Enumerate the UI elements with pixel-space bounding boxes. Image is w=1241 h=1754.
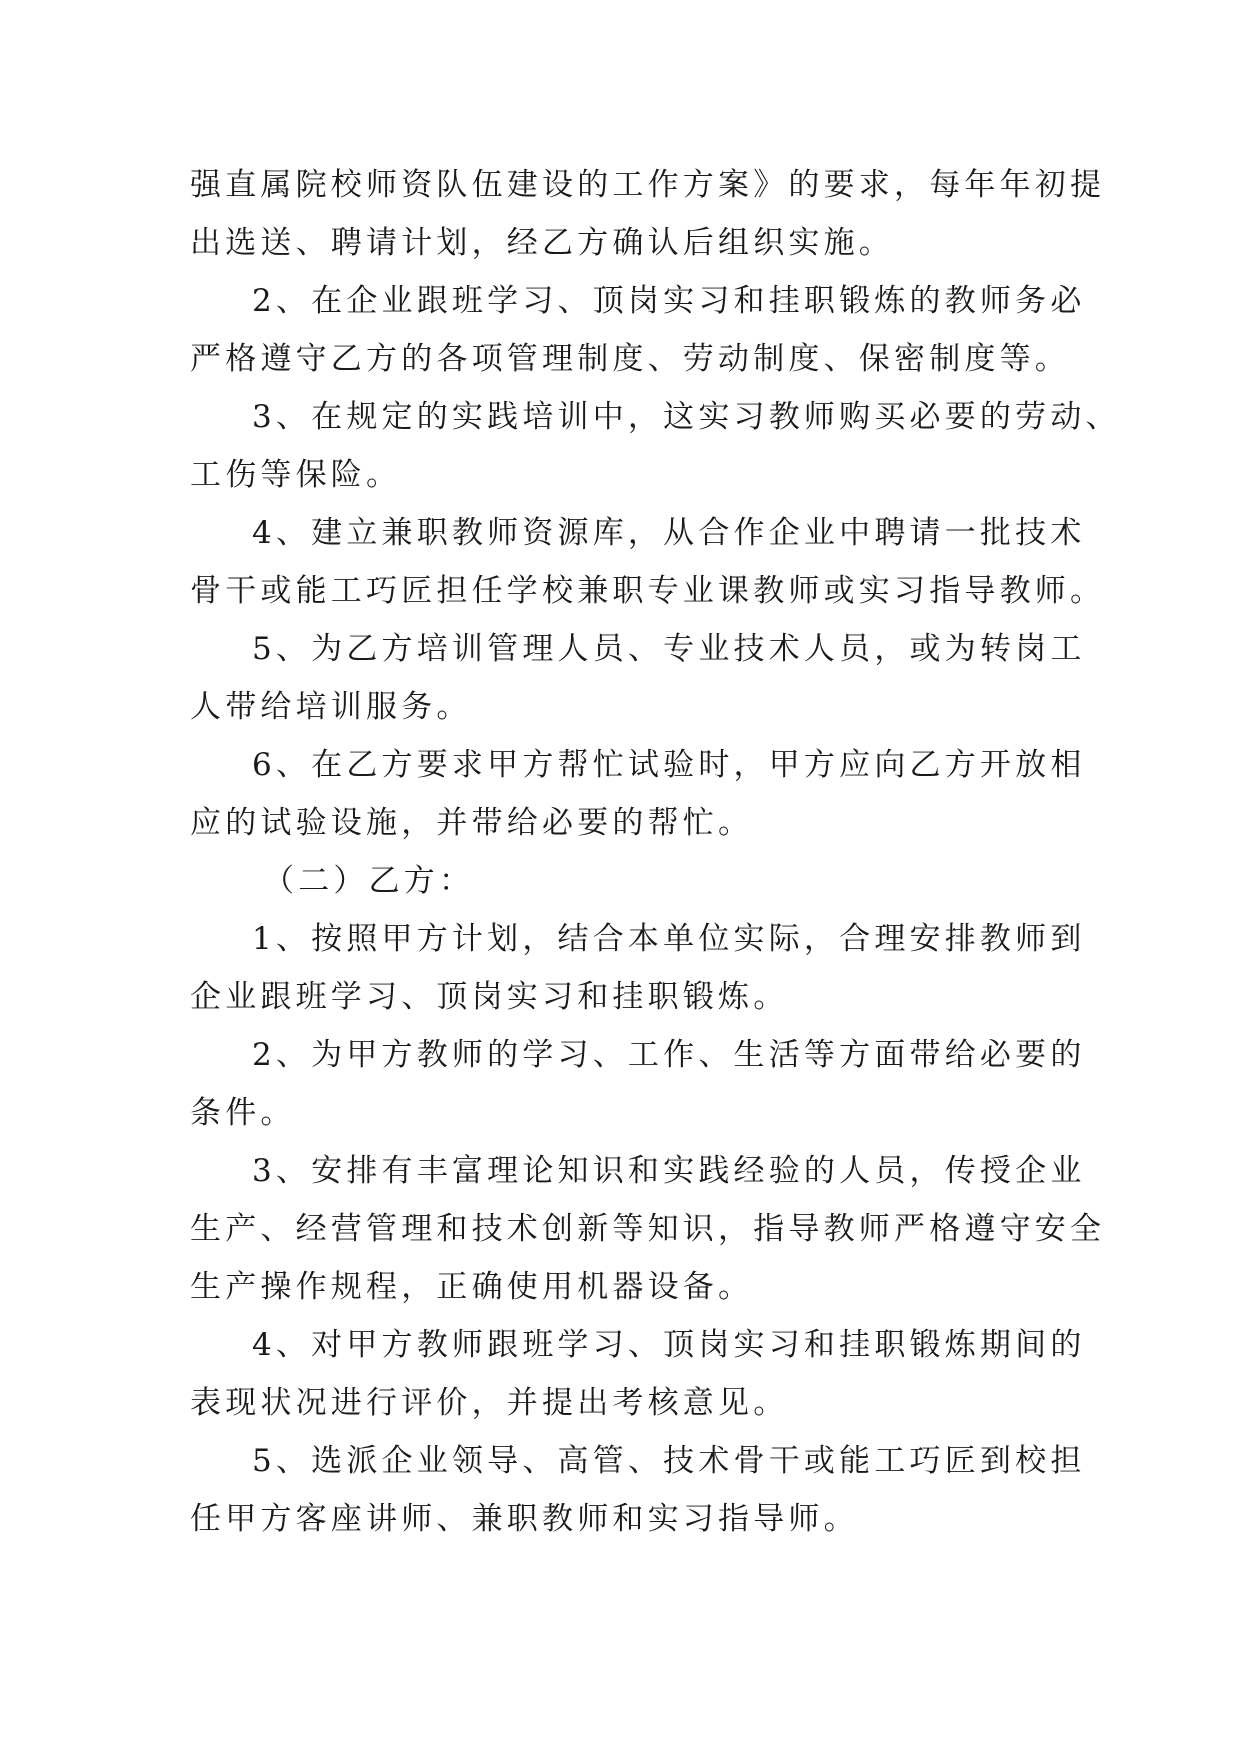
paragraph-line: 企业跟班学习、顶岗实习和挂职锻炼。 bbox=[190, 979, 789, 1015]
paragraph-line: 2、在企业跟班学习、顶岗实习和挂职锻炼的教师务必 bbox=[252, 283, 1086, 319]
paragraph-line: 出选送、聘请计划，经乙方确认后组织实施。 bbox=[190, 225, 894, 261]
paragraph-line: 严格遵守乙方的各项管理制度、劳动制度、保密制度等。 bbox=[190, 341, 1070, 377]
paragraph-line: 3、在规定的实践培训中，这实习教师购买必要的劳动、 bbox=[252, 399, 1121, 435]
paragraph-line: 应的试验设施，并带给必要的帮忙。 bbox=[190, 805, 754, 841]
paragraph-line: 1、按照甲方计划，结合本单位实际，合理安排教师到 bbox=[252, 921, 1086, 957]
paragraph-line: 2、为甲方教师的学习、工作、生活等方面带给必要的 bbox=[252, 1037, 1086, 1073]
paragraph-line: 工伤等保险。 bbox=[190, 457, 402, 493]
paragraph-line: 4、建立兼职教师资源库，从合作企业中聘请一批技术 bbox=[252, 515, 1086, 551]
paragraph-line: 6、在乙方要求甲方帮忙试验时，甲方应向乙方开放相 bbox=[252, 747, 1086, 783]
paragraph-line: 5、选派企业领导、高管、技术骨干或能工巧匠到校担 bbox=[252, 1443, 1086, 1479]
paragraph-line: 条件。 bbox=[190, 1095, 296, 1131]
paragraph-line: 5、为乙方培训管理人员、专业技术人员，或为转岗工 bbox=[252, 631, 1086, 667]
paragraph-line: 生产操作规程，正确使用机器设备。 bbox=[190, 1269, 754, 1305]
paragraph-line: 任甲方客座讲师、兼职教师和实习指导师。 bbox=[190, 1501, 859, 1537]
paragraph-line: 表现状况进行评价，并提出考核意见。 bbox=[190, 1385, 789, 1421]
paragraph-line: 骨干或能工巧匠担任学校兼职专业课教师或实习指导教师。 bbox=[190, 573, 1106, 609]
section-heading: （二）乙方： bbox=[263, 863, 475, 899]
paragraph-line: 人带给培训服务。 bbox=[190, 689, 472, 725]
paragraph-line: 强直属院校师资队伍建设的工作方案》的要求，每年年初提 bbox=[190, 167, 1106, 203]
paragraph-line: 3、安排有丰富理论知识和实践经验的人员，传授企业 bbox=[252, 1153, 1086, 1189]
paragraph-line: 4、对甲方教师跟班学习、顶岗实习和挂职锻炼期间的 bbox=[252, 1327, 1086, 1363]
paragraph-line: 生产、经营管理和技术创新等知识，指导教师严格遵守安全 bbox=[190, 1211, 1106, 1247]
